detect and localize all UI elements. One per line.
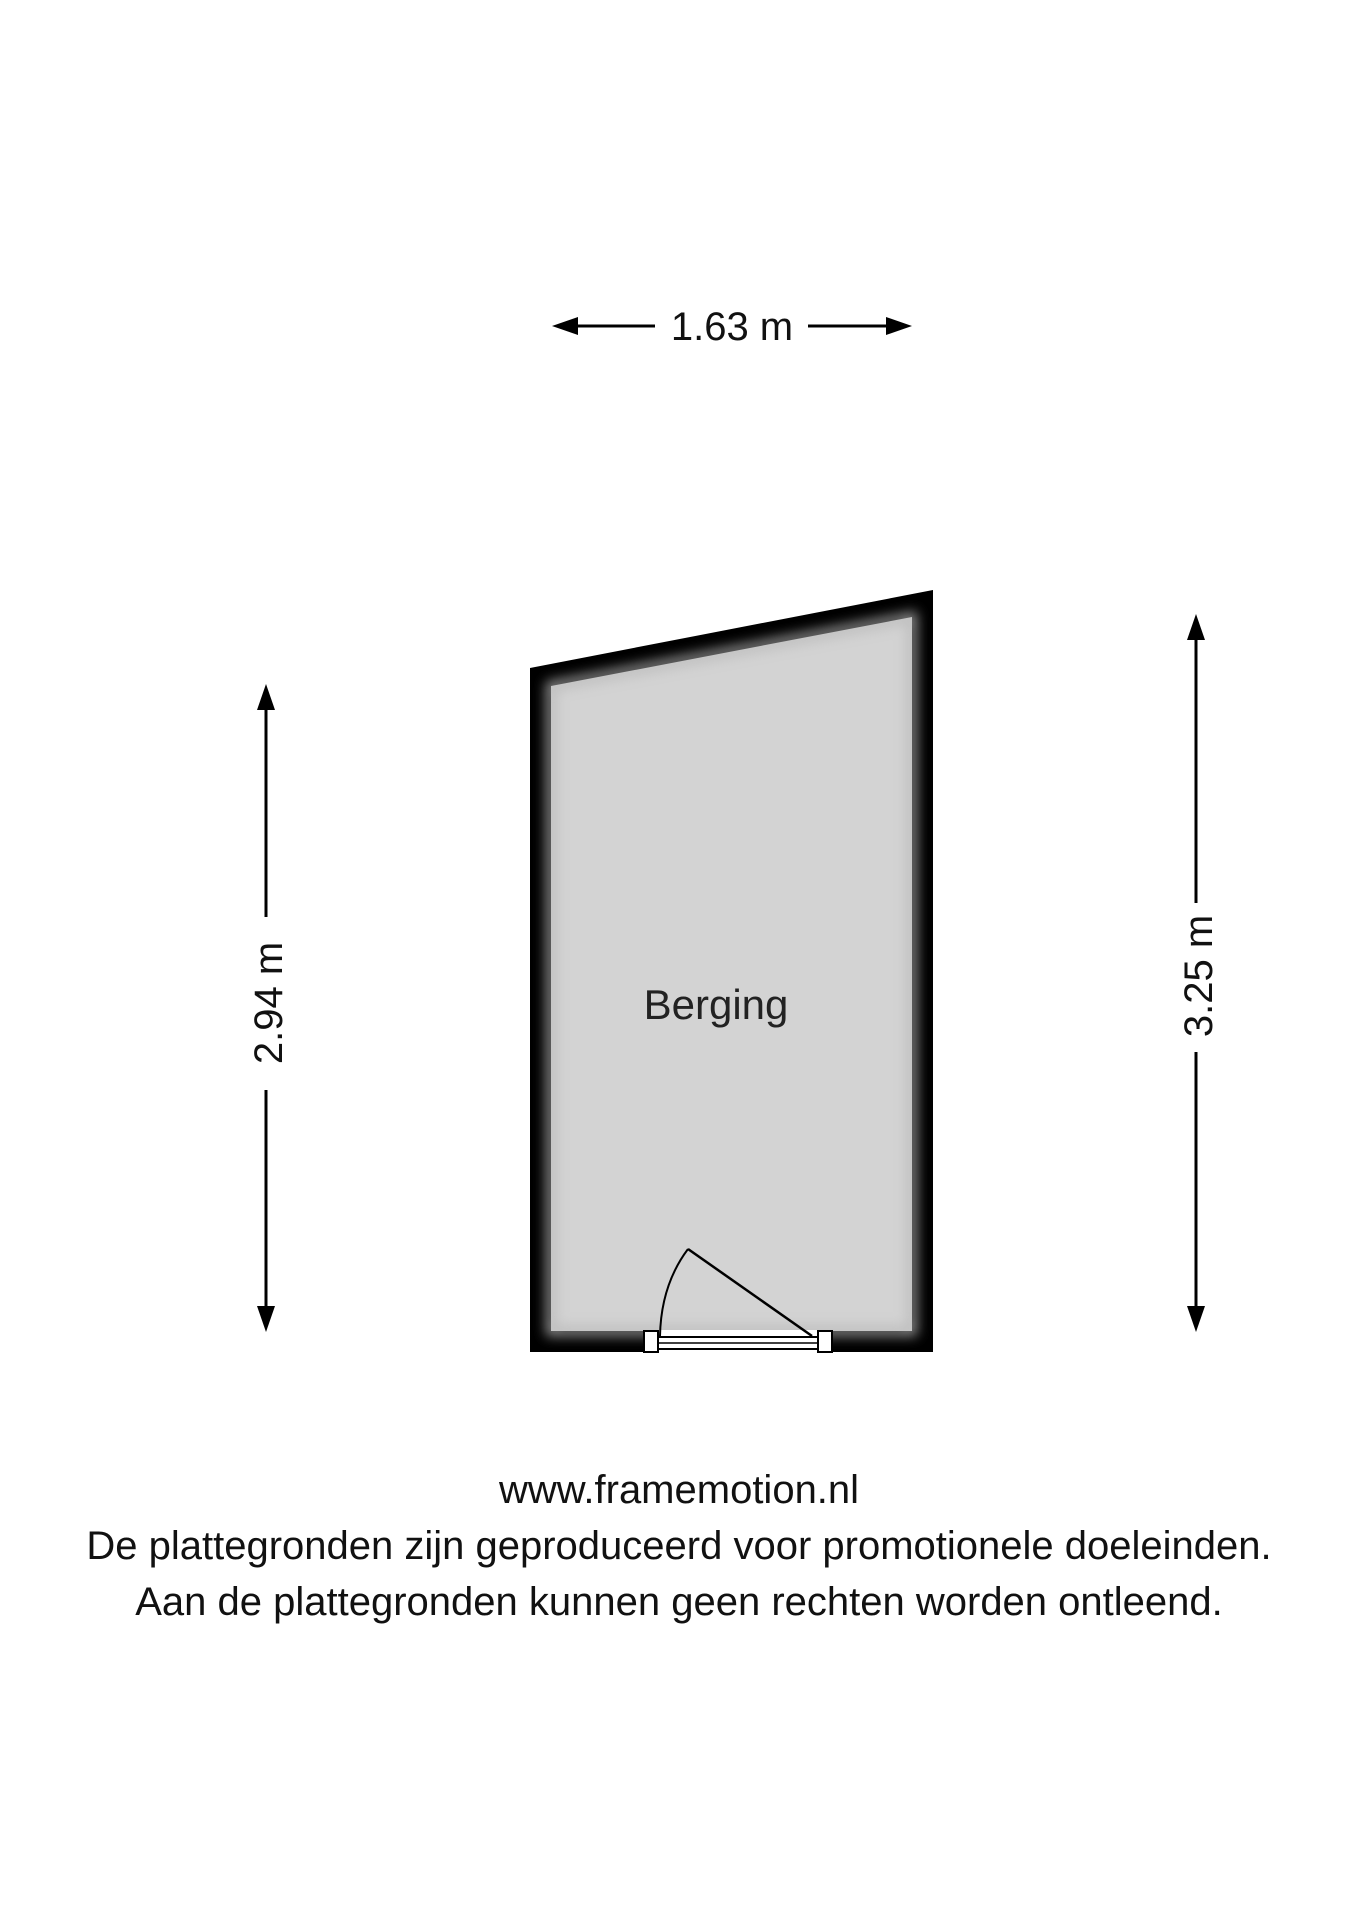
room-label: Berging bbox=[643, 981, 789, 1028]
room-berging bbox=[530, 590, 933, 1354]
footer-disclaimer-line1: De plattegronden zijn geproduceerd voor promotionele doeleinden. bbox=[86, 1524, 1272, 1568]
right-height-label: 3.25 m bbox=[1177, 914, 1221, 1038]
width-label: 1.63 m bbox=[670, 305, 794, 349]
footer-url: www.framemotion.nl bbox=[498, 1468, 860, 1512]
right-height-dimension bbox=[1177, 614, 1221, 1332]
left-height-dimension bbox=[247, 684, 291, 1332]
width-dimension bbox=[552, 305, 912, 349]
footer-disclaimer-line2: Aan de plattegronden kunnen geen rechten worden ontleend. bbox=[135, 1580, 1223, 1624]
left-height-label: 2.94 m bbox=[247, 941, 291, 1065]
room-floor bbox=[551, 617, 912, 1331]
